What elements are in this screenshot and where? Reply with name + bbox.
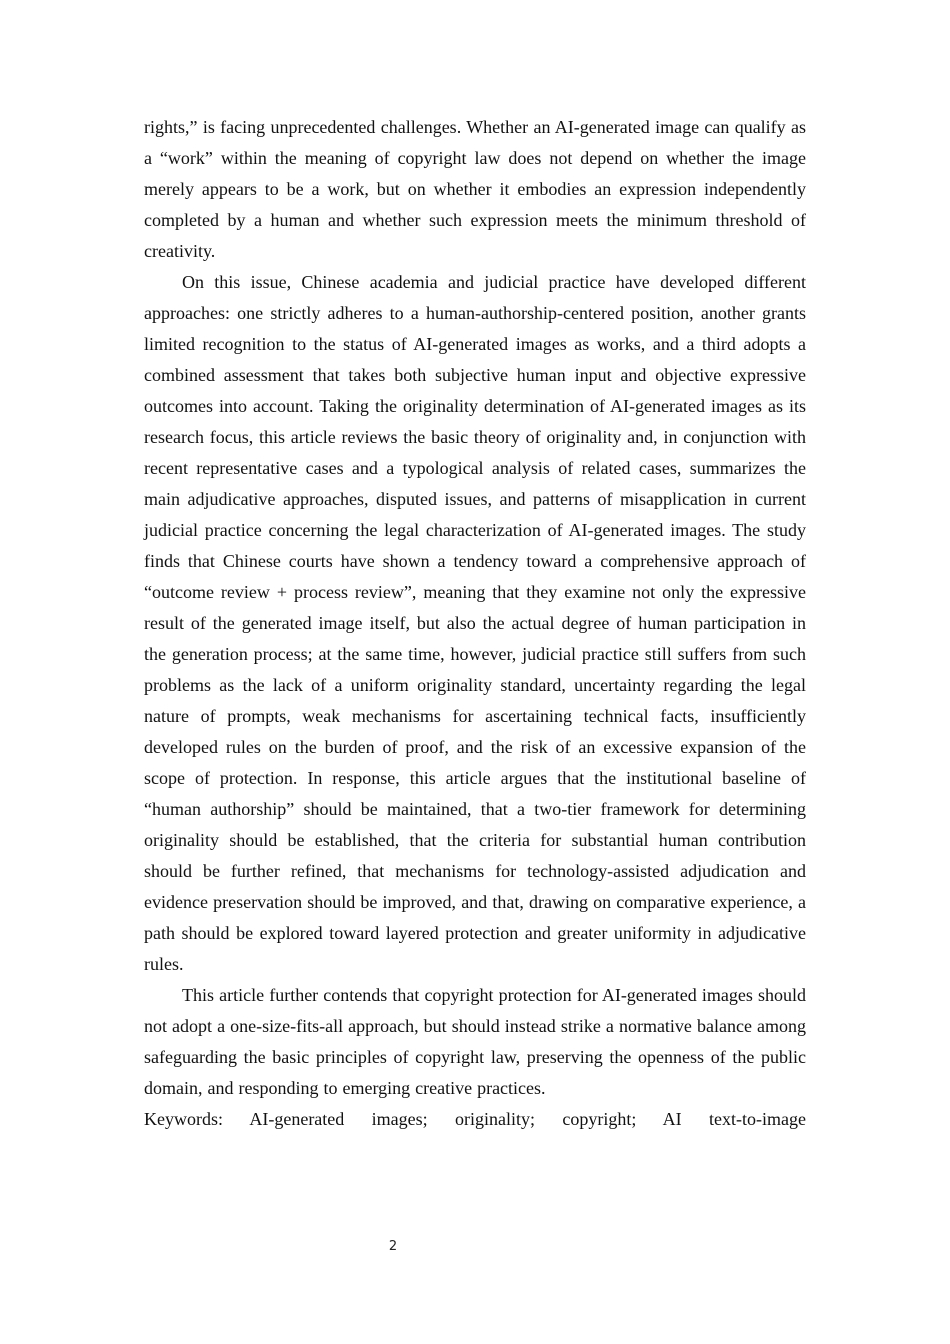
paragraph-conclusion: This article further contends that copyright protection for AI-generated images should not adopt a one-size-fits-all approach, but should instead strike a normative balance among safeguarding the basic principles of copyright law, preserving the openness of the public domain, and responding to emerging creative practices. <box>144 985 806 1098</box>
page-body <box>144 112 806 1135</box>
page-number: 2 <box>388 1239 398 1254</box>
paragraph-continuation: rights,” is facing unprecedented challenges. Whether an AI-generated image can qualify as a “work” within the meaning of copyright law does not depend on whether the image merely appears to be a work, but on whether it embodies an expression independently completed by a human and whether such expression meets the minimum threshold of creativity. <box>144 117 806 261</box>
paragraph-approaches: On this issue, Chinese academia and judicial practice have developed different approaches: one strictly adheres to a human-authorship-centered position, another grants limited recognition to the status of AI-generated images as works, and a third adopts a combined assessment that takes both subjective human input and objective expressive outcomes into account. Taking the originality determination of AI-generated images as its research focus, this article reviews the basic theory of originality and, in conjunction with recent representative cases and a typological analysis of related cases, summarizes the main adjudicative approaches, disputed issues, and patterns of misapplication in current judicial practice concerning the legal characterization of AI-generated images. The study finds that Chinese courts have shown a tendency toward a comprehensive approach of “outcome review + process review”, meaning that they examine not only the expressive result of the generated image itself, but also the actual degree of human participation in the generation process; at the same time, however, judicial practice still suffers from such problems as the lack of a uniform originality standard, uncertainty regarding the legal nature of prompts, weak mechanisms for ascertaining technical facts, insufficiently developed rules on the burden of proof, and the risk of an excessive expansion of the scope of protection. In response, this article argues that the institutional baseline of “human authorship” should be maintained, that a two-tier framework for determining originality should be established, that the criteria for substantial human contribution should be further refined, that mechanisms for technology-assisted adjudication and evidence preservation should be improved, and that, drawing on comparative experience, a path should be explored toward layered protection and greater uniformity in adjudicative rules. <box>144 272 806 974</box>
keywords-line: Keywords: AI-generated images; originality; copyright; AI text-to-image <box>144 1109 806 1129</box>
